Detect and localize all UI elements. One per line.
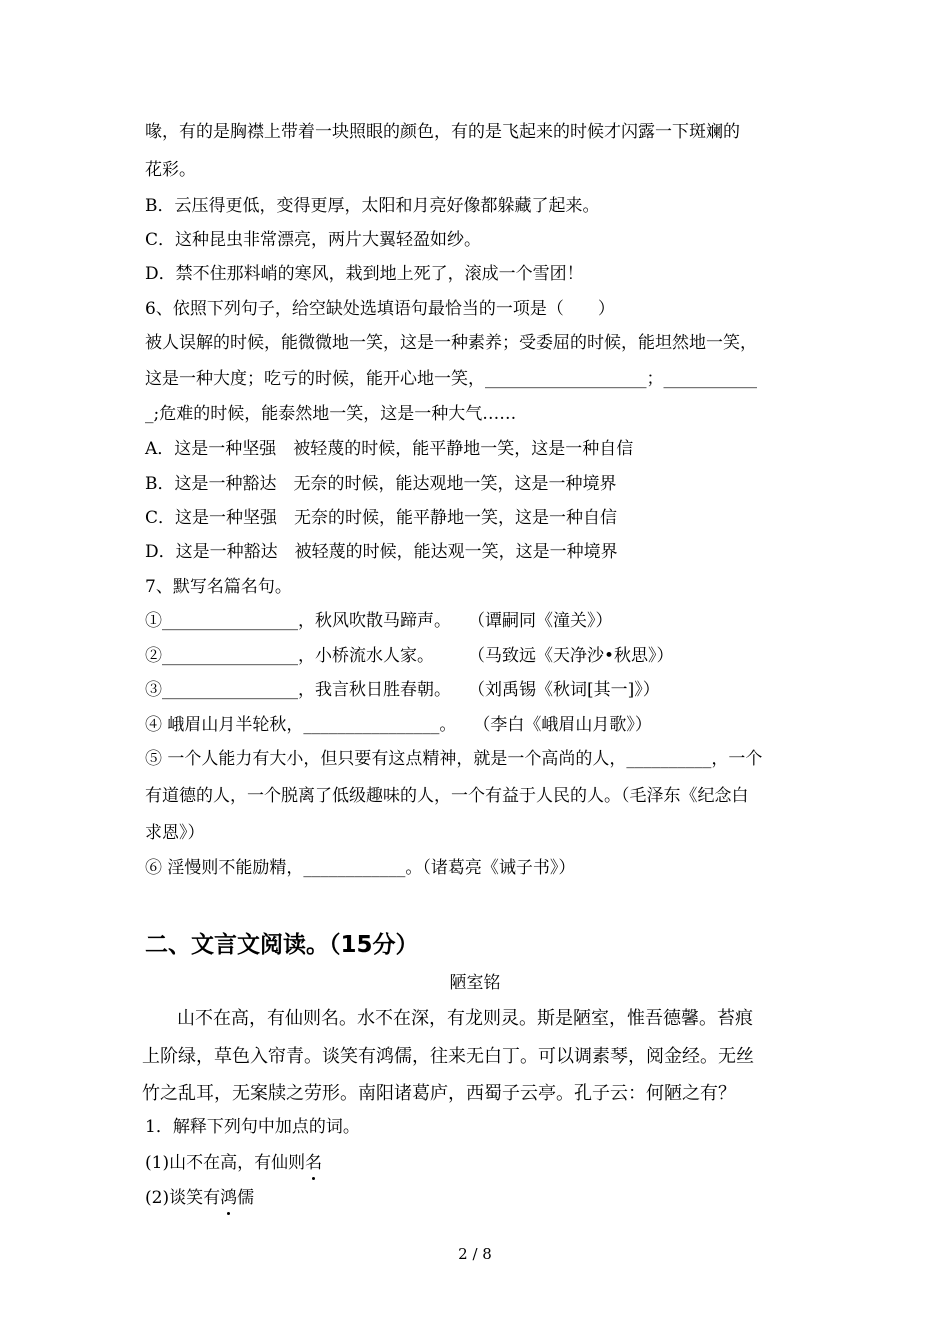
q7-item-3: ③________________，我言秋日胜春朝。 （刘禹锡《秋词[其一]》） [145, 680, 660, 700]
q7-item-5-line-2: 有道德的人，一个脱离了低级趣味的人，一个有益于人民的人。（毛泽东《纪念白 [145, 786, 749, 806]
q6-stem: 6、依照下列句子，给空缺处选填语句最恰当的一项是（ ） [145, 299, 615, 319]
passage-line-1: 山不在高，有仙则名。水不在深，有龙则灵。斯是陋室，惟吾德馨。苔痕 [177, 1008, 753, 1029]
q5-option-d: D．禁不住那料峭的寒风，栽到地上死了，滚成一个雪团！ [145, 264, 584, 284]
q7-item-5-line-3: 求恩》） [145, 823, 205, 843]
q6-option-d: D．这是一种豁达 被轻蔑的时候，能达观一笑，这是一种境界 [145, 542, 618, 562]
q1-item-2 [145, 1186, 254, 1210]
q6-passage-line-2: 这是一种大度；吃亏的时候，能开心地一笑，___________________；___________ [145, 369, 757, 389]
q6-passage-line-3: _;危难的时候，能泰然地一笑，这是一种大气…… [145, 404, 517, 424]
passage-title: 陋室铭 [449, 973, 501, 993]
q6-option-c: C．这是一种坚强 无奈的时候，能平静地一笑，这是一种自信 [145, 508, 618, 528]
q1-item-2-text: (2)谈笑有 [145, 1188, 221, 1208]
q6-option-b: B．这是一种豁达 无奈的时候，能达观地一笑，这是一种境界 [145, 474, 617, 494]
q1-item-2-tail: 儒 [237, 1188, 255, 1208]
passage-line-2: 上阶绿，草色入帘青。谈笑有鸿儒，往来无白丁。可以调素琴，阅金经。无丝 [142, 1046, 754, 1067]
q5-option-b: B．云压得更低，变得更厚，太阳和月亮好像都躲藏了起来。 [145, 196, 600, 216]
q1-item-1-text: (1)山不在高，有仙则 [145, 1153, 306, 1173]
q7-item-2: ②________________，小桥流水人家。 （马致远《天净沙•秋思》） [145, 646, 674, 666]
q6-passage-line-1: 被人误解的时候，能微微地一笑，这是一种素养；受委屈的时候，能坦然地一笑， [145, 333, 757, 353]
q7-item-4: ④ 峨眉山月半轮秋，________________。 （李白《峨眉山月歌》） [145, 715, 652, 735]
q7-stem: 7、默写名篇名句。 [145, 577, 292, 597]
q7-item-5-line-1: ⑤ 一个人能力有大小，但只要有这点精神，就是一个高尚的人，__________，一个 [145, 749, 763, 769]
q1-stem: 1．解释下列句中加点的词。 [145, 1117, 360, 1137]
q5-line-1: 喙，有的是胸襟上带着一块照眼的颜色，有的是飞起来的时候才闪露一下斑斓的 [145, 122, 740, 142]
q7-item-6: ⑥ 淫慢则不能励精，____________。（诸葛亮《诫子书》） [145, 858, 576, 878]
passage-line-3: 竹之乱耳，无案牍之劳形。南阳诸葛庐，西蜀子云亭。孔子云：何陋之有？ [142, 1083, 736, 1104]
section-heading: 二、文言文阅读。（15分） [145, 932, 419, 958]
q7-item-1: ①________________，秋风吹散马蹄声。 （谭嗣同《潼关》） [145, 611, 613, 631]
dotted-word: 名 [305, 1153, 323, 1173]
q1-item-1 [145, 1151, 322, 1175]
q5-line-2: 花彩。 [145, 160, 196, 180]
q5-option-c: C．这种昆虫非常漂亮，两片大翼轻盈如纱。 [145, 230, 482, 250]
dotted-word: 鸿 [220, 1188, 238, 1208]
page-number: 2 / 8 [458, 1245, 492, 1263]
q6-option-a: A．这是一种坚强 被轻蔑的时候，能平静地一笑，这是一种自信 [145, 439, 634, 459]
